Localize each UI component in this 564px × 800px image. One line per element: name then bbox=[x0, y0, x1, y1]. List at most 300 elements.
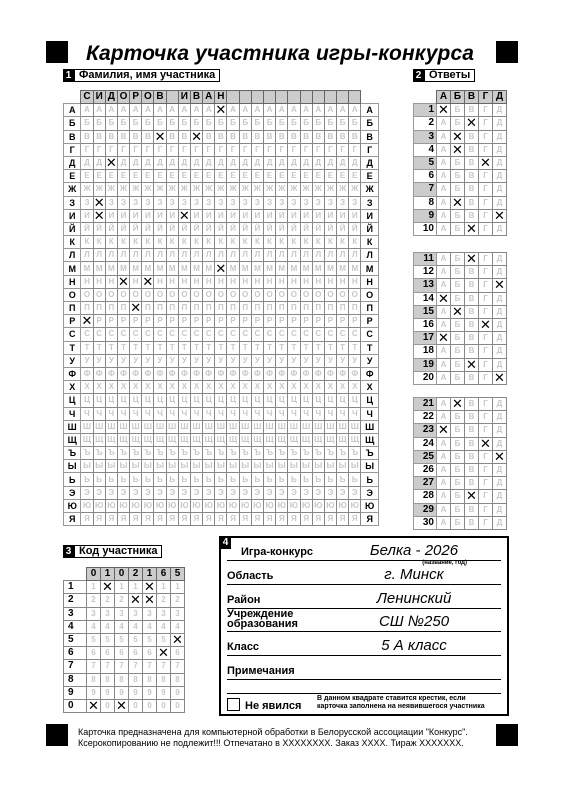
code-cell[interactable]: 7 bbox=[101, 660, 115, 673]
name-cell[interactable]: В bbox=[337, 130, 349, 143]
name-cell[interactable]: Б bbox=[215, 117, 227, 130]
name-cell[interactable]: В bbox=[166, 130, 178, 143]
name-cell[interactable]: З bbox=[349, 196, 361, 209]
name-cell[interactable]: П bbox=[288, 302, 300, 315]
answer-cell[interactable]: Б bbox=[451, 463, 465, 476]
answer-cell[interactable]: А bbox=[437, 170, 451, 183]
name-cell[interactable]: Я bbox=[117, 513, 129, 526]
name-cell[interactable]: Д bbox=[349, 156, 361, 169]
code-cell[interactable]: 4 bbox=[101, 620, 115, 633]
name-cell[interactable]: Ь bbox=[324, 473, 336, 486]
name-cell[interactable]: И bbox=[215, 209, 227, 222]
name-cell[interactable]: М bbox=[203, 262, 215, 275]
name-cell[interactable]: Ф bbox=[203, 367, 215, 380]
name-cell[interactable]: Ь bbox=[142, 473, 154, 486]
answer-cell-marked[interactable]: ✕ bbox=[466, 252, 477, 266]
answer-cell[interactable]: Б bbox=[451, 209, 465, 222]
name-cell[interactable]: Д bbox=[190, 156, 202, 169]
name-cell[interactable]: Ш bbox=[337, 420, 349, 433]
name-cell[interactable]: Ж bbox=[93, 183, 105, 196]
answer-cell[interactable]: Г bbox=[479, 503, 493, 516]
answer-cell-marked[interactable]: ✕ bbox=[452, 143, 463, 157]
name-cell[interactable]: Ш bbox=[324, 420, 336, 433]
name-cell[interactable]: В bbox=[93, 130, 105, 143]
name-cell[interactable]: Й bbox=[93, 222, 105, 235]
name-cell[interactable]: Ю bbox=[239, 499, 251, 512]
answer-cell[interactable]: В bbox=[465, 266, 479, 279]
name-cell[interactable]: С bbox=[154, 328, 166, 341]
answer-cell[interactable]: Д bbox=[493, 516, 507, 529]
answer-cell[interactable]: Г bbox=[479, 170, 493, 183]
name-cell[interactable]: М bbox=[178, 262, 190, 275]
name-cell[interactable]: А bbox=[154, 104, 166, 117]
answer-cell[interactable]: В bbox=[465, 332, 479, 345]
name-cell[interactable]: В bbox=[288, 130, 300, 143]
name-cell[interactable]: Й bbox=[154, 222, 166, 235]
name-cell[interactable]: Й bbox=[324, 222, 336, 235]
name-cell[interactable]: Ф bbox=[93, 367, 105, 380]
name-cell[interactable]: Э bbox=[154, 486, 166, 499]
name-cell[interactable]: С bbox=[130, 328, 142, 341]
name-cell[interactable]: Ю bbox=[190, 499, 202, 512]
name-cell[interactable]: К bbox=[190, 236, 202, 249]
name-cell[interactable]: Ф bbox=[251, 367, 263, 380]
name-cell[interactable]: Ц bbox=[227, 394, 239, 407]
name-cell[interactable]: Й bbox=[227, 222, 239, 235]
name-cell[interactable]: Б bbox=[130, 117, 142, 130]
name-cell[interactable]: Ж bbox=[81, 183, 93, 196]
code-cell[interactable]: 7 bbox=[171, 660, 185, 673]
answer-cell[interactable]: Б bbox=[451, 279, 465, 292]
answer-cell[interactable]: А bbox=[437, 398, 451, 411]
name-cell[interactable]: Й bbox=[203, 222, 215, 235]
name-cell[interactable]: Ж bbox=[276, 183, 288, 196]
name-cell[interactable]: Т bbox=[300, 341, 312, 354]
name-cell[interactable]: И bbox=[349, 209, 361, 222]
name-cell[interactable]: Р bbox=[263, 315, 275, 328]
name-cell[interactable]: Д bbox=[117, 156, 129, 169]
name-cell[interactable]: Ъ bbox=[130, 447, 142, 460]
answer-cell[interactable]: Г bbox=[479, 490, 493, 503]
name-cell[interactable]: Е bbox=[154, 170, 166, 183]
name-cell[interactable]: Ь bbox=[178, 473, 190, 486]
name-cell[interactable]: О bbox=[117, 288, 129, 301]
name-cell[interactable]: Л bbox=[251, 249, 263, 262]
name-cell[interactable]: М bbox=[166, 262, 178, 275]
name-cell[interactable]: Г bbox=[166, 143, 178, 156]
name-cell[interactable]: Ц bbox=[324, 394, 336, 407]
name-cell[interactable]: К bbox=[117, 236, 129, 249]
name-cell[interactable]: О bbox=[227, 288, 239, 301]
name-cell[interactable]: К bbox=[337, 236, 349, 249]
code-cell[interactable]: 0 bbox=[101, 699, 115, 712]
name-cell[interactable]: З bbox=[154, 196, 166, 209]
name-cell[interactable]: А bbox=[227, 104, 239, 117]
code-cell[interactable]: 2 bbox=[101, 594, 115, 607]
name-cell[interactable]: Э bbox=[251, 486, 263, 499]
name-cell[interactable]: Ъ bbox=[312, 447, 324, 460]
code-cell[interactable]: 1 bbox=[87, 581, 101, 594]
name-cell[interactable]: З bbox=[130, 196, 142, 209]
name-cell[interactable]: В bbox=[81, 130, 93, 143]
name-cell[interactable]: Г bbox=[337, 143, 349, 156]
answer-cell[interactable]: Г bbox=[479, 196, 493, 209]
name-cell[interactable]: Ю bbox=[349, 499, 361, 512]
name-cell[interactable]: Ж bbox=[154, 183, 166, 196]
answer-cell[interactable]: В bbox=[465, 209, 479, 222]
name-cell[interactable]: Ф bbox=[215, 367, 227, 380]
answer-cell[interactable]: В bbox=[465, 516, 479, 529]
name-cell[interactable]: А bbox=[312, 104, 324, 117]
name-cell-marked[interactable]: ✕ bbox=[178, 209, 190, 223]
name-cell[interactable]: Ц bbox=[251, 394, 263, 407]
name-cell[interactable]: П bbox=[154, 302, 166, 315]
answer-cell[interactable]: Д bbox=[493, 183, 507, 196]
name-cell[interactable]: И bbox=[190, 209, 202, 222]
code-cell[interactable]: 8 bbox=[87, 673, 101, 686]
name-cell[interactable]: Ы bbox=[130, 460, 142, 473]
name-cell[interactable]: Ж bbox=[227, 183, 239, 196]
code-cell[interactable]: 3 bbox=[87, 607, 101, 620]
name-cell[interactable]: Х bbox=[93, 381, 105, 394]
code-cell[interactable]: 6 bbox=[115, 647, 129, 660]
name-cell[interactable]: З bbox=[312, 196, 324, 209]
name-cell[interactable]: Я bbox=[227, 513, 239, 526]
name-cell[interactable]: Я bbox=[166, 513, 178, 526]
name-cell[interactable]: У bbox=[349, 354, 361, 367]
code-cell-marked[interactable]: ✕ bbox=[88, 699, 99, 713]
name-cell[interactable]: В bbox=[312, 130, 324, 143]
name-cell[interactable]: Т bbox=[337, 341, 349, 354]
name-cell[interactable]: Э bbox=[93, 486, 105, 499]
code-cell[interactable]: 5 bbox=[115, 633, 129, 646]
name-cell-marked[interactable]: ✕ bbox=[105, 156, 117, 170]
name-cell[interactable]: Ъ bbox=[81, 447, 93, 460]
name-cell[interactable]: Й bbox=[81, 222, 93, 235]
name-cell[interactable]: Ш bbox=[166, 420, 178, 433]
name-cell[interactable]: Г bbox=[215, 143, 227, 156]
name-cell[interactable]: У bbox=[324, 354, 336, 367]
name-cell[interactable]: Й bbox=[215, 222, 227, 235]
name-cell[interactable]: М bbox=[349, 262, 361, 275]
name-cell[interactable]: П bbox=[312, 302, 324, 315]
answer-cell-marked[interactable]: ✕ bbox=[438, 423, 449, 438]
name-cell[interactable]: Я bbox=[190, 513, 202, 526]
code-cell[interactable]: 8 bbox=[157, 673, 171, 686]
name-cell[interactable]: Ж bbox=[337, 183, 349, 196]
code-cell[interactable]: 7 bbox=[129, 660, 143, 673]
name-cell[interactable]: Б bbox=[239, 117, 251, 130]
name-cell[interactable]: С bbox=[300, 328, 312, 341]
name-cell[interactable]: Ц bbox=[117, 394, 129, 407]
name-cell[interactable]: Ь bbox=[130, 473, 142, 486]
name-cell[interactable]: Г bbox=[117, 143, 129, 156]
name-cell[interactable]: Ъ bbox=[93, 447, 105, 460]
name-cell[interactable]: Ы bbox=[166, 460, 178, 473]
code-cell[interactable]: 8 bbox=[129, 673, 143, 686]
name-cell[interactable]: Щ bbox=[324, 433, 336, 446]
name-cell[interactable]: П bbox=[324, 302, 336, 315]
name-cell[interactable]: Я bbox=[251, 513, 263, 526]
name-cell[interactable]: Ы bbox=[324, 460, 336, 473]
name-cell[interactable]: Э bbox=[117, 486, 129, 499]
name-cell[interactable]: Ю bbox=[105, 499, 117, 512]
name-cell[interactable]: Ч bbox=[215, 407, 227, 420]
name-cell[interactable]: Б bbox=[227, 117, 239, 130]
name-cell[interactable]: И bbox=[105, 209, 117, 222]
answer-cell[interactable]: Г bbox=[479, 130, 493, 143]
code-cell[interactable]: 1 bbox=[171, 581, 185, 594]
answer-cell[interactable]: А bbox=[437, 196, 451, 209]
answer-cell-marked[interactable]: ✕ bbox=[438, 292, 449, 306]
name-cell[interactable]: С bbox=[93, 328, 105, 341]
name-cell[interactable]: Ь bbox=[203, 473, 215, 486]
name-cell[interactable]: Ц bbox=[130, 394, 142, 407]
name-cell[interactable]: П bbox=[81, 302, 93, 315]
name-cell-marked[interactable]: ✕ bbox=[154, 130, 166, 144]
answer-cell-marked[interactable]: ✕ bbox=[480, 437, 491, 451]
name-cell[interactable]: М bbox=[93, 262, 105, 275]
name-cell[interactable]: С bbox=[312, 328, 324, 341]
code-cell[interactable]: 9 bbox=[171, 686, 185, 699]
name-cell[interactable]: Р bbox=[276, 315, 288, 328]
answer-cell[interactable]: Г bbox=[479, 424, 493, 437]
answer-cell[interactable]: Г bbox=[479, 117, 493, 130]
name-cell[interactable]: Т bbox=[288, 341, 300, 354]
name-cell[interactable]: М bbox=[227, 262, 239, 275]
name-cell[interactable]: У bbox=[215, 354, 227, 367]
code-cell[interactable]: 7 bbox=[157, 660, 171, 673]
answer-cell[interactable]: Д bbox=[493, 130, 507, 143]
name-cell[interactable]: Ц bbox=[239, 394, 251, 407]
name-cell[interactable]: Т bbox=[263, 341, 275, 354]
name-cell[interactable]: И bbox=[142, 209, 154, 222]
name-cell[interactable]: С bbox=[215, 328, 227, 341]
name-cell[interactable]: Ы bbox=[93, 460, 105, 473]
name-cell[interactable]: Е bbox=[142, 170, 154, 183]
name-cell[interactable]: Д bbox=[154, 156, 166, 169]
name-cell[interactable]: Ш bbox=[312, 420, 324, 433]
name-cell[interactable]: Э bbox=[337, 486, 349, 499]
name-cell[interactable]: Ф bbox=[312, 367, 324, 380]
name-cell[interactable]: Ь bbox=[276, 473, 288, 486]
name-cell[interactable]: У bbox=[117, 354, 129, 367]
name-cell[interactable]: Н bbox=[263, 275, 275, 288]
name-cell[interactable]: Ю bbox=[276, 499, 288, 512]
name-cell[interactable]: Т bbox=[93, 341, 105, 354]
name-cell[interactable]: Х bbox=[215, 381, 227, 394]
code-cell[interactable]: 3 bbox=[171, 607, 185, 620]
name-cell[interactable]: А bbox=[324, 104, 336, 117]
name-cell[interactable]: Ь bbox=[251, 473, 263, 486]
name-cell[interactable]: А bbox=[117, 104, 129, 117]
name-cell[interactable]: Ь bbox=[312, 473, 324, 486]
name-cell[interactable]: Д bbox=[215, 156, 227, 169]
answer-cell[interactable]: Д bbox=[493, 305, 507, 318]
name-cell[interactable]: У bbox=[81, 354, 93, 367]
answer-cell-marked[interactable]: ✕ bbox=[494, 450, 505, 464]
answer-cell[interactable]: Б bbox=[451, 222, 465, 235]
answer-cell[interactable]: В bbox=[465, 463, 479, 476]
name-cell[interactable]: Л bbox=[324, 249, 336, 262]
name-cell[interactable]: Ц bbox=[288, 394, 300, 407]
answer-cell-marked[interactable]: ✕ bbox=[494, 371, 505, 385]
name-cell[interactable]: О bbox=[337, 288, 349, 301]
answer-cell[interactable]: Д bbox=[493, 222, 507, 235]
name-cell[interactable]: З bbox=[105, 196, 117, 209]
name-cell[interactable]: Р bbox=[337, 315, 349, 328]
name-cell[interactable]: Ъ bbox=[190, 447, 202, 460]
name-cell[interactable]: М bbox=[300, 262, 312, 275]
name-cell[interactable]: Ц bbox=[215, 394, 227, 407]
name-cell[interactable]: Ч bbox=[276, 407, 288, 420]
name-cell[interactable]: Ч bbox=[337, 407, 349, 420]
name-cell[interactable]: О bbox=[288, 288, 300, 301]
name-cell[interactable]: Ъ bbox=[239, 447, 251, 460]
name-cell[interactable]: Н bbox=[203, 275, 215, 288]
code-cell[interactable]: 0 bbox=[129, 699, 143, 712]
name-cell[interactable]: О bbox=[93, 288, 105, 301]
name-cell[interactable]: В bbox=[263, 130, 275, 143]
name-cell[interactable]: Р bbox=[93, 315, 105, 328]
answer-cell[interactable]: А bbox=[437, 209, 451, 222]
answer-cell[interactable]: А bbox=[437, 130, 451, 143]
name-cell[interactable]: З bbox=[276, 196, 288, 209]
name-cell[interactable]: Ж bbox=[263, 183, 275, 196]
name-cell[interactable]: Э bbox=[349, 486, 361, 499]
answer-cell[interactable]: В bbox=[465, 398, 479, 411]
name-cell[interactable]: Д bbox=[142, 156, 154, 169]
name-cell[interactable]: Г bbox=[142, 143, 154, 156]
name-cell[interactable]: Т bbox=[178, 341, 190, 354]
name-cell[interactable]: А bbox=[276, 104, 288, 117]
name-cell[interactable]: Ю bbox=[130, 499, 142, 512]
name-cell[interactable]: В bbox=[178, 130, 190, 143]
name-cell[interactable]: О bbox=[105, 288, 117, 301]
answer-cell[interactable]: Б bbox=[451, 345, 465, 358]
name-cell[interactable]: Я bbox=[312, 513, 324, 526]
code-cell[interactable]: 5 bbox=[157, 633, 171, 646]
name-cell[interactable]: Р bbox=[190, 315, 202, 328]
answer-cell-marked[interactable]: ✕ bbox=[452, 397, 463, 411]
name-cell[interactable]: М bbox=[337, 262, 349, 275]
answer-cell[interactable]: В bbox=[465, 279, 479, 292]
name-cell[interactable]: Ч bbox=[130, 407, 142, 420]
name-cell[interactable]: Ю bbox=[215, 499, 227, 512]
name-cell-marked[interactable]: ✕ bbox=[81, 314, 93, 328]
name-cell[interactable]: И bbox=[337, 209, 349, 222]
code-cell[interactable]: 7 bbox=[115, 660, 129, 673]
name-cell[interactable]: Ш bbox=[300, 420, 312, 433]
name-cell[interactable]: С bbox=[349, 328, 361, 341]
name-cell[interactable]: Я bbox=[300, 513, 312, 526]
region-value[interactable]: г. Минск bbox=[384, 566, 444, 583]
name-cell[interactable]: З bbox=[324, 196, 336, 209]
name-cell[interactable]: Ч bbox=[154, 407, 166, 420]
name-cell[interactable]: А bbox=[337, 104, 349, 117]
name-cell[interactable]: Й bbox=[300, 222, 312, 235]
name-cell[interactable]: Ш bbox=[239, 420, 251, 433]
code-cell[interactable]: 7 bbox=[87, 660, 101, 673]
answer-cell[interactable]: Д bbox=[493, 358, 507, 371]
answer-cell[interactable]: Б bbox=[451, 292, 465, 305]
name-cell[interactable]: Ы bbox=[312, 460, 324, 473]
name-cell[interactable]: Т bbox=[154, 341, 166, 354]
name-cell[interactable]: Б bbox=[324, 117, 336, 130]
name-cell[interactable]: З bbox=[178, 196, 190, 209]
name-cell[interactable]: Э bbox=[203, 486, 215, 499]
name-cell[interactable]: А bbox=[288, 104, 300, 117]
name-cell[interactable]: Д bbox=[130, 156, 142, 169]
answer-cell[interactable]: А bbox=[437, 516, 451, 529]
name-cell[interactable]: Л bbox=[81, 249, 93, 262]
name-cell[interactable]: Щ bbox=[166, 433, 178, 446]
answer-cell[interactable]: Д bbox=[493, 292, 507, 305]
name-cell[interactable]: Б bbox=[81, 117, 93, 130]
name-cell[interactable]: Ф bbox=[105, 367, 117, 380]
name-cell[interactable]: Щ bbox=[117, 433, 129, 446]
name-cell[interactable]: Й bbox=[178, 222, 190, 235]
answer-cell[interactable]: Б bbox=[451, 477, 465, 490]
name-cell[interactable]: Ч bbox=[312, 407, 324, 420]
answer-cell[interactable]: Г bbox=[479, 477, 493, 490]
name-cell[interactable]: О bbox=[130, 288, 142, 301]
name-cell[interactable]: Б bbox=[154, 117, 166, 130]
name-cell[interactable]: Д bbox=[312, 156, 324, 169]
name-cell[interactable]: Б bbox=[93, 117, 105, 130]
answer-cell-marked[interactable]: ✕ bbox=[480, 318, 491, 332]
name-cell[interactable]: Т bbox=[81, 341, 93, 354]
code-cell[interactable]: 8 bbox=[101, 673, 115, 686]
answer-cell[interactable]: Б bbox=[451, 424, 465, 437]
name-cell[interactable]: Ы bbox=[142, 460, 154, 473]
name-cell[interactable]: Ъ bbox=[203, 447, 215, 460]
name-cell[interactable]: Н bbox=[227, 275, 239, 288]
name-cell[interactable]: Ю bbox=[166, 499, 178, 512]
code-cell[interactable]: 4 bbox=[115, 620, 129, 633]
name-cell[interactable]: Г bbox=[93, 143, 105, 156]
name-cell[interactable]: Е bbox=[190, 170, 202, 183]
name-cell[interactable]: Э bbox=[81, 486, 93, 499]
name-cell[interactable]: Н bbox=[215, 275, 227, 288]
name-cell[interactable]: О bbox=[300, 288, 312, 301]
answer-cell[interactable]: Б bbox=[451, 253, 465, 266]
name-cell[interactable]: Х bbox=[349, 381, 361, 394]
code-cell-marked[interactable]: ✕ bbox=[158, 646, 169, 660]
name-cell[interactable]: Р bbox=[288, 315, 300, 328]
name-cell[interactable]: Ц bbox=[349, 394, 361, 407]
name-cell[interactable]: С bbox=[227, 328, 239, 341]
name-cell[interactable]: С bbox=[337, 328, 349, 341]
name-cell[interactable]: О bbox=[312, 288, 324, 301]
name-cell[interactable]: Ш bbox=[142, 420, 154, 433]
name-cell[interactable]: М bbox=[251, 262, 263, 275]
name-cell[interactable]: В bbox=[142, 130, 154, 143]
name-cell[interactable]: Ы bbox=[227, 460, 239, 473]
name-cell[interactable]: Э bbox=[105, 486, 117, 499]
name-cell[interactable]: Щ bbox=[337, 433, 349, 446]
answer-cell[interactable]: Б bbox=[451, 104, 465, 117]
code-cell[interactable]: 4 bbox=[129, 620, 143, 633]
name-cell[interactable]: Г bbox=[251, 143, 263, 156]
name-cell[interactable]: К bbox=[276, 236, 288, 249]
answer-cell[interactable]: Г bbox=[479, 183, 493, 196]
name-cell[interactable]: Ъ bbox=[300, 447, 312, 460]
answer-cell[interactable]: Б bbox=[451, 266, 465, 279]
name-cell[interactable]: Ц bbox=[178, 394, 190, 407]
name-cell[interactable]: Н bbox=[239, 275, 251, 288]
name-cell[interactable]: Э bbox=[178, 486, 190, 499]
